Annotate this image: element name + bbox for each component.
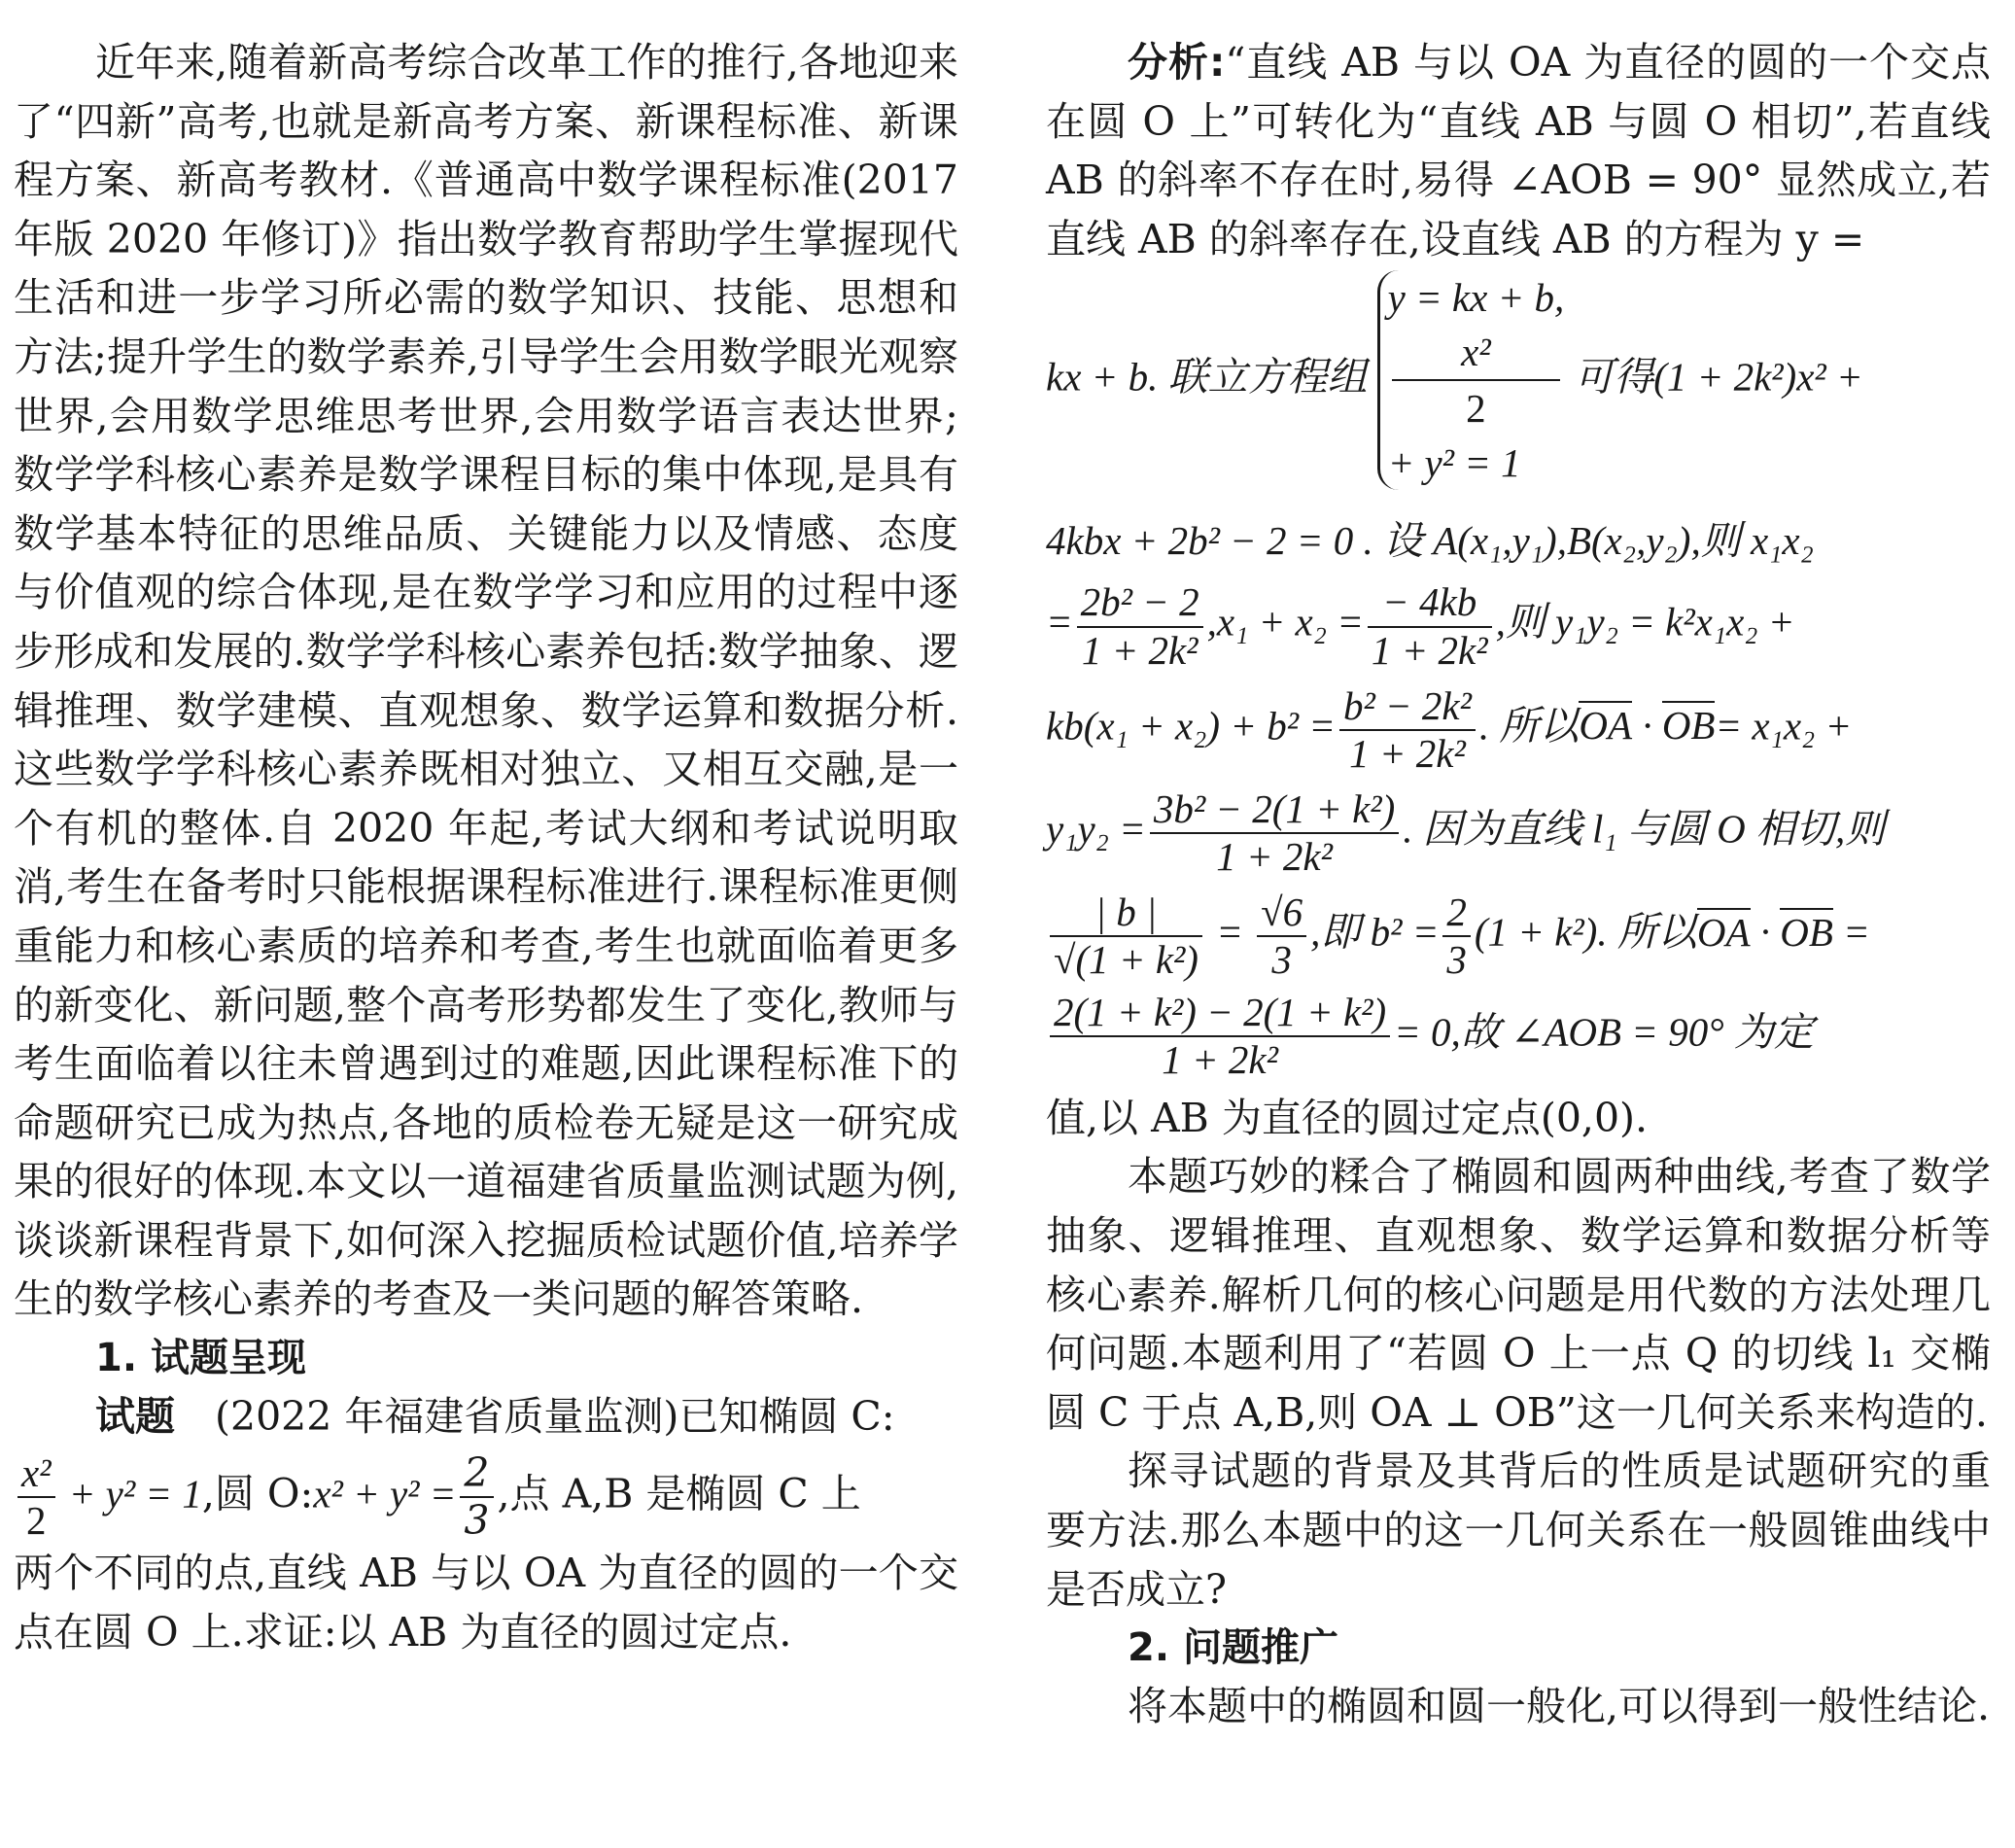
frac-x1-plus-x2: $\frac{- 4kb}{\text{1 + 2k²}}$ — [1368, 579, 1492, 673]
problem-rest: 两个不同的点,直线 AB 与以 OA 为直径的圆的一个交点在圆 O 上.求证:以 AB 为直径的圆过定点. — [14, 1549, 958, 1656]
analysis-label: 分析: — [1128, 39, 1226, 86]
circle-radius-fraction: $\frac{2}{3}$ — [460, 1450, 493, 1544]
problem-source: (2022 年福建省质量监测)已知椭圆 C: — [215, 1393, 895, 1441]
eq-line-5: y₁y₂ = $\frac{\text{3b² − 2(1 + k²)}}{\text{1 + 2k²}}$ . 因为直线 l₁ 与圆 O 相切,则 — [1046, 785, 1886, 880]
section-heading-1: 1. 试题呈现 — [95, 1336, 306, 1381]
equation-system — [1377, 270, 1565, 490]
paragraph-4: 将本题中的椭圆和圆一般化,可以得到一般性结论. — [1128, 1683, 1991, 1730]
frac-2-3: $\frac{2}{3}$ — [1442, 889, 1471, 983]
problem-mid: ,圆 O: — [201, 1470, 314, 1517]
problem-tail: ,点 A,B 是椭圆 C 上 — [497, 1470, 861, 1517]
vector-ob-2: OB — [1780, 909, 1833, 955]
problem-paragraph — [14, 1387, 958, 1447]
frac-distance: $\frac{| b |}{\text{√(1 + k²)}}$ — [1050, 889, 1202, 983]
eq-line-2: 4kbx + 2b² − 2 = 0 . 设 A(x₁,y₁),B(x₂,y₂),则 x₁x₂ — [1046, 518, 1814, 564]
eq-line-3: = $\frac{\text{2b² − 2}}{\text{1 + 2k²}}$ ,x₁ + x₂ = $\frac{- 4kb}{\text{1 + 2k²}}$ ,则 y₁y₂ = k²x₁x₂ + — [1046, 579, 1795, 673]
frac-zero: $\frac{\text{2(1 + k²) − 2(1 + k²)}}{\text{1 + 2k²}}$ — [1050, 990, 1390, 1083]
paragraph-3: 探寻试题的背景及其背后的性质是试题研究的重要方法.那么本题中的这一几何关系在一般圆锥曲线中是否成立? — [1046, 1447, 1991, 1613]
frac-y1y2-partial: $\frac{\text{b² − 2k²}}{\text{1 + 2k²}}$ — [1339, 683, 1476, 777]
analysis-text: “直线 AB 与以 OA 为直径的圆的一个交点在圆 O 上”可转化为“直线 AB 与圆 O 相切”,若直线 AB 的斜率不存在时,易得 ∠AOB = 90° 显然成立,若直线 AB 的斜率存在,设直线 AB 的方程为 y = — [1046, 39, 2004, 262]
eq-line-6: $\frac{| b |}{\text{√(1 + k²)}}$ = $\frac{√6}{3}$ ,即 b² = $\frac{2}{3}$ (1 + k²). 所以OA · OB = — [1046, 889, 1991, 983]
paragraph-2: 本题巧妙的糅合了椭圆和圆两种曲线,考查了数学抽象、逻辑推理、直观想象、数学运算和数据分析等核心素养.解析几何的核心问题是用代数的方法处理几何问题.本题利用了“若圆 O 上一点 Q 的切线 l₁ 交椭圆 C 于点 A,B,则 OA ⊥ OB”这一几何关系来构造的. — [1046, 1153, 1991, 1436]
left-column — [14, 33, 972, 1661]
intro-text: 近年来,随着新高考综合改革工作的推行,各地迎来了“四新”高考,也就是新高考方案、新课程标准、新课程方案、新高考教材.《普通高中数学课程标准(2017 年版 2020 年修订)》指出数学教育帮助学生掌握现代生活和进一步学习所必需的数学知识、技能、思想和方法;提升学生的数学素养,引导学生会用数学眼光观察世界,会用数学思维思考世界,会用数学语言表达世界;数学学科核心素养是数学课程目标的集中体现,是具有数学基本特征的思维品质、关键能力以及情感、态度与价值观的综合体现,是在数学学习和应用的过程中逐步形成和发展的.数学学科核心素养包括:数学抽象、逻辑推理、数学建模、直观想象、数学运算和数据分析.这些数学学科核心素养既相对独立、又相互交融,是一个有机的整体.自 2020 年起,考试大纲和考试说明取消,考生在备考时只能根据课程标准进行.课程标准更侧重能力和核心素质的培养和考查,考生也就面临着更多的新变化、新问题,整个高考形势都发生了变化,教师与考生面临着以往未曾遇到过的难题,因此课程标准下的命题研究已成为热点,各地的质检卷无疑是这一研究成果的很好的体现.本文以一道福建省质量监测试题为例,谈谈新课程背景下,如何深入挖掘质检试题价值,培养学生的数学核心素养的考查及一类问题的解答策略. — [14, 39, 972, 1323]
eq-line-8: 值,以 AB 为直径的圆过定点(0,0). — [1046, 1094, 1649, 1141]
system-line-1: y = kx + b, — [1387, 275, 1565, 321]
frac-sqrt6-3: $\frac{√6}{3}$ — [1257, 889, 1306, 983]
circle-equation: x² + y² = — [313, 1471, 457, 1517]
frac-dot-product: $\frac{\text{3b² − 2(1 + k²)}}{\text{1 + 2k²}}$ — [1150, 786, 1399, 880]
vector-oa: OA — [1579, 703, 1633, 749]
vector-ob: OB — [1661, 703, 1716, 749]
right-column — [1046, 33, 2004, 1736]
system-line — [1046, 270, 1991, 490]
system-suffix: 可得(1 + 2k²)x² + — [1574, 354, 1863, 400]
eq-line-4: kb(x₁ + x₂) + b² = $\frac{\text{b² − 2k²}}{\text{1 + 2k²}}$ . 所以OA · OB= x₁x₂ + — [1046, 682, 1853, 776]
eq-line-7: $\frac{\text{2(1 + k²) − 2(1 + k²)}}{\text{1 + 2k²}}$ = 0,故 ∠AOB = 90° 为定 — [1046, 990, 1991, 1083]
system-prefix: kx + b. 联立方程组 — [1046, 354, 1368, 400]
analysis-paragraph — [1046, 33, 2004, 268]
ellipse-fraction: $\frac{\text{x²}}{2}$ — [17, 1450, 55, 1544]
problem-equation-line — [14, 1450, 958, 1544]
system-line-2: x² 2 + y² = 1 — [1388, 325, 1565, 490]
section-heading-2: 2. 问题推广 — [1128, 1625, 1338, 1671]
vector-oa-2: OA — [1696, 909, 1751, 955]
intro-paragraph — [14, 33, 972, 1329]
problem-label: 试题 — [95, 1393, 175, 1441]
frac-x1x2: $\frac{\text{2b² − 2}}{\text{1 + 2k²}}$ — [1077, 579, 1203, 673]
ellipse-eq-rest: + y² = 1 — [58, 1471, 202, 1517]
